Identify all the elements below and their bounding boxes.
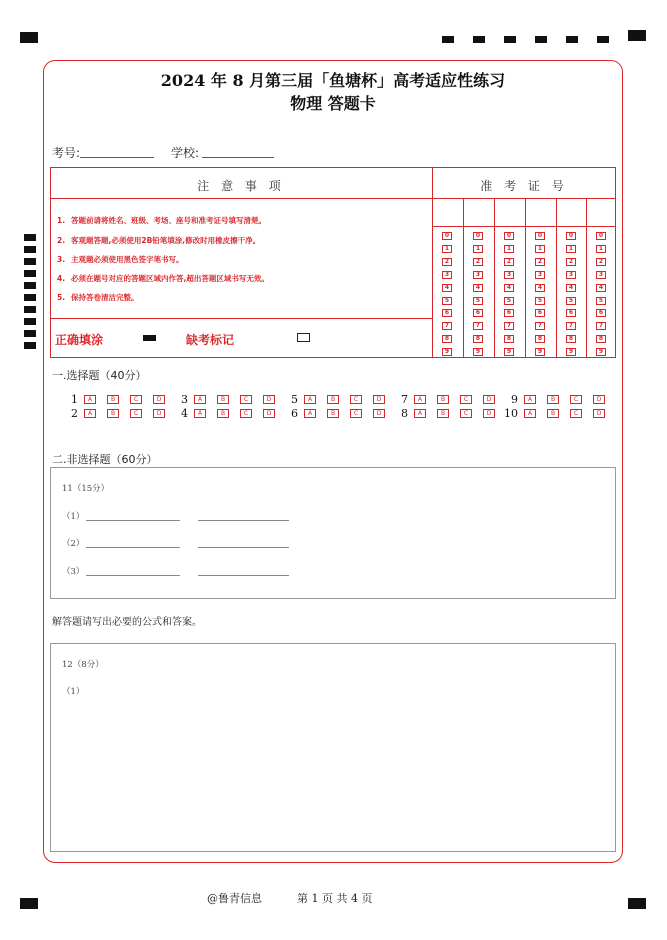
- choice-option-bubble[interactable]: C: [130, 409, 142, 418]
- choice-option-bubble[interactable]: D: [263, 409, 275, 418]
- q11-part-label: （2）: [62, 539, 85, 549]
- choice-option-bubble[interactable]: B: [107, 395, 119, 404]
- admission-digit-bubble[interactable]: 7: [504, 322, 514, 330]
- choice-option-bubble[interactable]: A: [194, 409, 206, 418]
- correct-fill-sample: [143, 335, 156, 341]
- admission-digit-bubble[interactable]: 2: [596, 258, 606, 266]
- choice-option-bubble[interactable]: C: [570, 409, 582, 418]
- admission-digit-bubble[interactable]: 9: [566, 348, 576, 356]
- admission-title: 准 考 证 号: [480, 179, 568, 193]
- admission-digit-bubble[interactable]: 4: [442, 284, 452, 292]
- choice-option-bubble[interactable]: B: [547, 395, 559, 404]
- admission-digit-bubble[interactable]: 5: [535, 297, 545, 305]
- timing-mark-left: [24, 294, 36, 301]
- admission-column-divider: [556, 198, 557, 358]
- info-table-header-line: [50, 198, 616, 199]
- timing-mark-left: [24, 330, 36, 337]
- admission-digit-bubble[interactable]: 8: [535, 335, 545, 343]
- admission-digit-bubble[interactable]: 4: [596, 284, 606, 292]
- answer-instruction: 解答题请写出必要的公式和答案。: [52, 617, 202, 628]
- timing-mark-left: [24, 342, 36, 349]
- admission-digit-bubble[interactable]: 1: [504, 245, 514, 253]
- choice-option-bubble[interactable]: D: [483, 395, 495, 404]
- choice-option-bubble[interactable]: B: [217, 409, 229, 418]
- notice-item: 2. 客观题答题,必须使用2B铅笔填涂,修改时用橡皮擦干净。: [57, 236, 261, 245]
- timing-mark-top: [566, 36, 578, 43]
- admission-digit-bubble[interactable]: 7: [442, 322, 452, 330]
- nonchoice-section-title: 二.非选择题（60分）: [52, 453, 158, 466]
- question-number: 2: [71, 407, 78, 420]
- choice-option-bubble[interactable]: A: [84, 395, 96, 404]
- choice-option-bubble[interactable]: C: [130, 395, 142, 404]
- choice-option-bubble[interactable]: C: [460, 395, 472, 404]
- q11-blank[interactable]: [86, 575, 180, 576]
- admission-digit-bubble[interactable]: 8: [504, 335, 514, 343]
- admission-write-row-line: [432, 226, 616, 227]
- question-number: 9: [511, 393, 518, 406]
- admission-column-divider: [494, 198, 495, 358]
- admission-digit-bubble[interactable]: 6: [473, 309, 483, 317]
- admission-digit-bubble[interactable]: 8: [442, 335, 452, 343]
- admission-digit-bubble[interactable]: 2: [535, 258, 545, 266]
- q11-blank[interactable]: [86, 547, 180, 548]
- admission-digit-bubble[interactable]: 9: [535, 348, 545, 356]
- timing-mark-left: [24, 246, 36, 253]
- corner-mark-top-right: [628, 30, 646, 41]
- choice-option-bubble[interactable]: D: [373, 409, 385, 418]
- admission-digit-bubble[interactable]: 0: [596, 232, 606, 240]
- admission-digit-bubble[interactable]: 9: [442, 348, 452, 356]
- choice-option-bubble[interactable]: A: [304, 409, 316, 418]
- notice-bottom-line: [50, 318, 432, 319]
- admission-digit-bubble[interactable]: 6: [535, 309, 545, 317]
- admission-digit-bubble[interactable]: 9: [473, 348, 483, 356]
- admission-digit-bubble[interactable]: 2: [504, 258, 514, 266]
- choice-option-bubble[interactable]: D: [153, 409, 165, 418]
- admission-digit-bubble[interactable]: 6: [442, 309, 452, 317]
- choice-option-bubble[interactable]: D: [373, 395, 385, 404]
- admission-digit-bubble[interactable]: 2: [473, 258, 483, 266]
- q11-blank[interactable]: [198, 575, 289, 576]
- choice-option-bubble[interactable]: B: [107, 409, 119, 418]
- admission-column-divider: [586, 198, 587, 358]
- admission-digit-bubble[interactable]: 5: [504, 297, 514, 305]
- admission-digit-bubble[interactable]: 6: [596, 309, 606, 317]
- q11-part-label: （1）: [62, 512, 85, 522]
- absent-mark-label: 缺考标记: [186, 333, 235, 347]
- timing-mark-left: [24, 318, 36, 325]
- admission-column-divider: [463, 198, 464, 358]
- choice-option-bubble[interactable]: D: [153, 395, 165, 404]
- admission-digit-bubble[interactable]: 7: [596, 322, 606, 330]
- q11-blank[interactable]: [198, 520, 289, 521]
- choice-option-bubble[interactable]: A: [194, 395, 206, 404]
- admission-digit-bubble[interactable]: 4: [473, 284, 483, 292]
- q11-part-label: （3）: [62, 567, 85, 577]
- question-number: 1: [71, 393, 78, 406]
- corner-mark-bottom-left: [20, 898, 38, 909]
- admission-digit-bubble[interactable]: 0: [442, 232, 452, 240]
- q12-answer-area[interactable]: [50, 643, 616, 852]
- choice-option-bubble[interactable]: D: [483, 409, 495, 418]
- choice-option-bubble[interactable]: A: [414, 395, 426, 404]
- choice-option-bubble[interactable]: D: [593, 409, 605, 418]
- choice-option-bubble[interactable]: B: [437, 409, 449, 418]
- admission-digit-bubble[interactable]: 5: [566, 297, 576, 305]
- sheet-title: 2024 年 8 月第三届「鱼塘杯」高考适应性练习: [160, 71, 506, 90]
- admission-digit-bubble[interactable]: 3: [473, 271, 483, 279]
- timing-mark-left: [24, 282, 36, 289]
- timing-mark-top: [597, 36, 609, 43]
- timing-mark-top: [473, 36, 485, 43]
- choice-option-bubble[interactable]: C: [240, 409, 252, 418]
- footer-page: 第 1 页 共 4 页: [297, 892, 373, 905]
- choice-option-bubble[interactable]: A: [524, 395, 536, 404]
- admission-digit-bubble[interactable]: 4: [504, 284, 514, 292]
- q11-blank[interactable]: [198, 547, 289, 548]
- notice-item: 3. 主观题必须使用黑色签字笔书写。: [57, 255, 184, 264]
- question-number: 5: [291, 393, 298, 406]
- admission-digit-bubble[interactable]: 3: [504, 271, 514, 279]
- choice-option-bubble[interactable]: C: [240, 395, 252, 404]
- admission-digit-bubble[interactable]: 4: [535, 284, 545, 292]
- absent-mark-box[interactable]: [297, 333, 310, 342]
- school-label: 学校:: [171, 146, 200, 160]
- corner-mark-bottom-right: [628, 898, 646, 909]
- admission-digit-bubble[interactable]: 7: [566, 322, 576, 330]
- correct-fill-label: 正确填涂: [55, 333, 104, 347]
- choice-option-bubble[interactable]: D: [263, 395, 275, 404]
- admission-digit-bubble[interactable]: 7: [535, 322, 545, 330]
- admission-digit-bubble[interactable]: 3: [596, 271, 606, 279]
- question-number: 10: [504, 407, 518, 420]
- timing-mark-left: [24, 306, 36, 313]
- choice-section-title: 一.选择题（40分）: [52, 369, 147, 382]
- timing-mark-left: [24, 270, 36, 277]
- choice-option-bubble[interactable]: B: [327, 409, 339, 418]
- question-number: 6: [291, 407, 298, 420]
- admission-digit-bubble[interactable]: 1: [535, 245, 545, 253]
- choice-option-bubble[interactable]: A: [84, 409, 96, 418]
- admission-digit-bubble[interactable]: 1: [566, 245, 576, 253]
- admission-digit-bubble[interactable]: 1: [442, 245, 452, 253]
- sheet-subtitle: 物理 答题卡: [290, 94, 376, 113]
- choice-option-bubble[interactable]: B: [327, 395, 339, 404]
- admission-digit-bubble[interactable]: 5: [442, 297, 452, 305]
- choice-option-bubble[interactable]: B: [547, 409, 559, 418]
- admission-digit-bubble[interactable]: 5: [596, 297, 606, 305]
- q12-part-label: （1）: [62, 687, 85, 697]
- admission-digit-bubble[interactable]: 1: [473, 245, 483, 253]
- admission-digit-bubble[interactable]: 3: [535, 271, 545, 279]
- footer-brand: @鲁青信息: [207, 892, 262, 905]
- choice-option-bubble[interactable]: A: [414, 409, 426, 418]
- q11-answer-area[interactable]: [50, 467, 616, 599]
- exam-no-field[interactable]: [80, 157, 154, 158]
- q11-title: 11（15分）: [62, 484, 110, 494]
- admission-column-divider: [525, 198, 526, 358]
- question-number: 3: [181, 393, 188, 406]
- corner-mark-top-left: [20, 32, 38, 43]
- admission-digit-bubble[interactable]: 9: [596, 348, 606, 356]
- choice-option-bubble[interactable]: C: [350, 409, 362, 418]
- admission-digit-bubble[interactable]: 6: [566, 309, 576, 317]
- notice-title: 注 意 事 项: [197, 179, 285, 193]
- choice-option-bubble[interactable]: B: [437, 395, 449, 404]
- choice-option-bubble[interactable]: A: [524, 409, 536, 418]
- question-number: 8: [401, 407, 408, 420]
- admission-digit-bubble[interactable]: 0: [504, 232, 514, 240]
- choice-option-bubble[interactable]: B: [217, 395, 229, 404]
- admission-digit-bubble[interactable]: 7: [473, 322, 483, 330]
- choice-option-bubble[interactable]: A: [304, 395, 316, 404]
- notice-item: 5. 保持答卷清洁完整。: [57, 293, 139, 302]
- admission-digit-bubble[interactable]: 2: [566, 258, 576, 266]
- timing-mark-left: [24, 258, 36, 265]
- admission-digit-bubble[interactable]: 0: [566, 232, 576, 240]
- choice-option-bubble[interactable]: D: [593, 395, 605, 404]
- info-table-divider: [432, 167, 433, 358]
- question-number: 7: [401, 393, 408, 406]
- admission-digit-bubble[interactable]: 9: [504, 348, 514, 356]
- admission-digit-bubble[interactable]: 4: [566, 284, 576, 292]
- question-number: 4: [181, 407, 188, 420]
- notice-item: 4. 必须在题号对应的答题区域内作答,超出答题区域书写无效。: [57, 274, 269, 283]
- timing-mark-top: [442, 36, 454, 43]
- admission-digit-bubble[interactable]: 8: [473, 335, 483, 343]
- admission-digit-bubble[interactable]: 5: [473, 297, 483, 305]
- admission-digit-bubble[interactable]: 8: [566, 335, 576, 343]
- school-field[interactable]: [202, 157, 274, 158]
- admission-digit-bubble[interactable]: 1: [596, 245, 606, 253]
- timing-mark-left: [24, 234, 36, 241]
- admission-digit-bubble[interactable]: 0: [535, 232, 545, 240]
- admission-digit-bubble[interactable]: 6: [504, 309, 514, 317]
- choice-option-bubble[interactable]: C: [460, 409, 472, 418]
- q11-blank[interactable]: [86, 520, 180, 521]
- timing-mark-top: [535, 36, 547, 43]
- admission-digit-bubble[interactable]: 0: [473, 232, 483, 240]
- notice-item: 1. 答题前请将姓名、班级、考场、座号和准考证号填写清楚。: [57, 216, 266, 225]
- q12-title: 12（8分）: [62, 660, 104, 670]
- exam-no-label: 考号:: [52, 146, 81, 160]
- choice-option-bubble[interactable]: C: [350, 395, 362, 404]
- admission-digit-bubble[interactable]: 8: [596, 335, 606, 343]
- admission-digit-bubble[interactable]: 3: [442, 271, 452, 279]
- timing-mark-top: [504, 36, 516, 43]
- admission-digit-bubble[interactable]: 2: [442, 258, 452, 266]
- admission-digit-bubble[interactable]: 3: [566, 271, 576, 279]
- choice-option-bubble[interactable]: C: [570, 395, 582, 404]
